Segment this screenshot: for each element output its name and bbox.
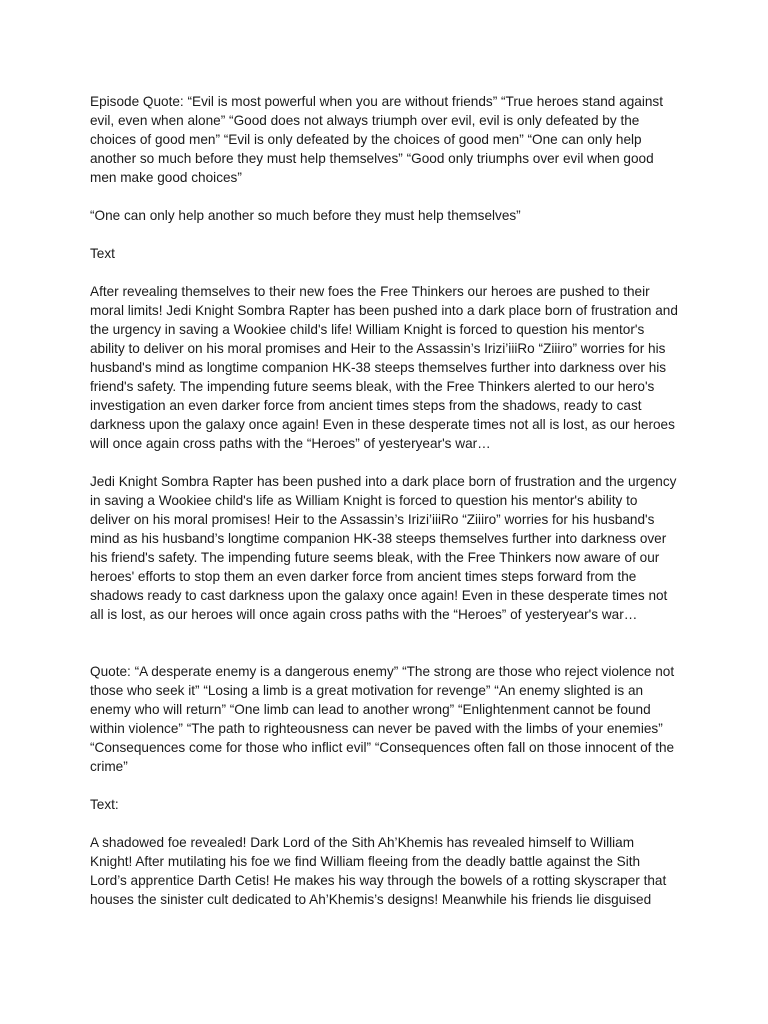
spacer bbox=[90, 453, 680, 472]
spacer bbox=[90, 624, 680, 662]
document-page bbox=[90, 92, 680, 909]
spacer bbox=[90, 776, 680, 795]
body-paragraph-1: After revealing themselves to their new foes the Free Thinkers our heroes are pushed to their moral limits! Jedi Knight Sombra Rapter has been pushed into a dark place born of frustration and the urgency in saving a Wookiee child's life! William Knight is forced to question his mentor's ability to deliver on his moral promises and Heir to the Assassin’s Irizi’iiiRo “Ziiiro” worries for his husband's mind as longtime companion HK-38 steeps themselves further into darkness over his friend's safety. The impending future seems bleak, with the Free Thinkers alerted to our hero's investigation an even darker force from ancient times steps from the shadows, ready to cast darkness upon the galaxy once again! Even in these desperate times not all is lost, as our heroes will once again cross paths with the “Heroes” of yesteryear's war… bbox=[90, 284, 678, 451]
body-paragraph-3: A shadowed foe revealed! Dark Lord of the Sith Ah’Khemis has revealed himself to William Knight! After mutilating his foe we find William fleeing from the deadly battle against the Sith Lord’s apprentice Darth Cetis! He makes his way through the bowels of a rotting skyscraper that houses the sinister cult dedicated to Ah’Khemis’s designs! Meanwhile his friends lie disguised bbox=[90, 835, 667, 907]
spacer bbox=[90, 187, 680, 206]
section-heading-text-2: Text: bbox=[90, 797, 119, 812]
highlight-quote: “One can only help another so much before they must help themselves” bbox=[90, 208, 521, 223]
section-heading-text: Text bbox=[90, 246, 115, 261]
body-paragraph-2: Jedi Knight Sombra Rapter has been pushed into a dark place born of frustration and the urgency in saving a Wookiee child's life as William Knight is forced to question his mentor's ability to deliver on his moral promises! Heir to the Assassin’s Irizi’iiiRo “Ziiiro” worries for his husband's mind as his husband’s longtime companion HK-38 steeps themselves further into darkness over his friend's safety. The impending future seems bleak, with the Free Thinkers now aware of our heroes' efforts to stop them an even darker force from ancient times steps forward from the shadows ready to cast darkness upon the galaxy once again! Even in these desperate times not all is lost, as our heroes will once again cross paths with the “Heroes” of yesteryear's war… bbox=[90, 474, 677, 622]
spacer bbox=[90, 814, 680, 833]
episode-quote-paragraph: Episode Quote: “Evil is most powerful when you are without friends” “True heroes stand against evil, even when alone” “Good does not always triumph over evil, evil is only defeated by the choices of good men” “Evil is only defeated by the choices of good men” “One can only help another so much before they must help themselves” “Good only triumphs over evil when good men make good choices” bbox=[90, 94, 663, 185]
spacer bbox=[90, 263, 680, 282]
spacer bbox=[90, 225, 680, 244]
quote-paragraph: Quote: “A desperate enemy is a dangerous enemy” “The strong are those who reject violence not those who seek it” “Losing a limb is a great motivation for revenge” “An enemy slighted is an enemy who will return” “One limb can lead to another wrong” “Enlightenment cannot be found within violence” “The path to righteousness can never be paved with the limbs of your enemies” “Consequences come for those who inflict evil” “Consequences often fall on those innocent of the crime” bbox=[90, 664, 675, 774]
